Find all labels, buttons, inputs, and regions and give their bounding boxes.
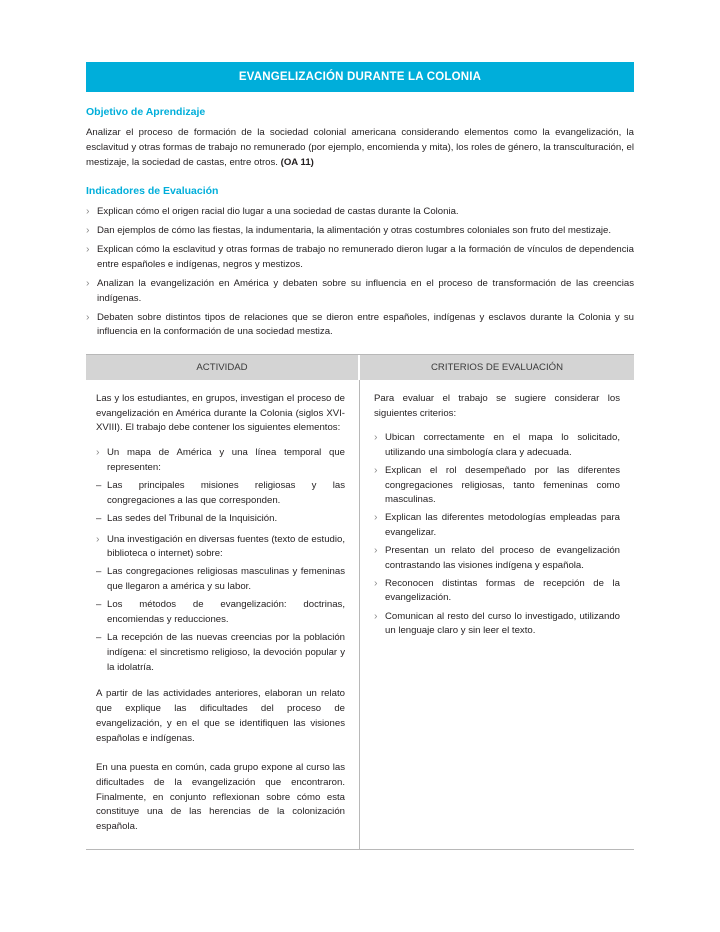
list-item: › Reconocen distintas formas de recepción de la evangelización. (374, 577, 620, 606)
criteria-cell (360, 380, 634, 849)
list-item: › Ubican correctamente en el mapa lo solicitado, utilizando una simbología clara y adecuada. (374, 431, 620, 460)
activity-intro: Las y los estudiantes, en grupos, investigan el proceso de evangelización en América durante la Colonia (siglos XVI-XVIII). El trabajo debe contener los siguientes elementos: (96, 392, 345, 434)
criteria-intro: Para evaluar el trabajo se sugiere considerar los siguientes criterios: (374, 392, 620, 419)
list-item: – Las principales misiones religiosas y las congregaciones a las que corresponden. (96, 479, 345, 509)
page-title-bar (86, 62, 634, 92)
list-item: › Explican el rol desempeñado por las diferentes congregaciones religiosas, tanto femeninas como masculinas. (374, 464, 620, 507)
list-item: › Una investigación en diversas fuentes (texto de estudio, biblioteca o internet) sobre: (96, 533, 345, 562)
table-header-activity: ACTIVIDAD (86, 355, 360, 380)
indicators-list (86, 205, 634, 340)
list-item: – Las sedes del Tribunal de la Inquisición. (96, 512, 345, 527)
activity-cell (86, 380, 360, 849)
page-title: EVANGELIZACIÓN DURANTE LA COLONIA (238, 71, 482, 83)
list-item: › Debaten sobre distintos tipos de relaciones que se dieron entre españoles, indígenas y esclavos durante la Colonia y su influencia en la conformación de una sociedad mestiza. (86, 311, 634, 340)
table-header-row (86, 355, 634, 380)
activity-bullet-2-subitems (96, 565, 345, 675)
list-item: › Comunican al resto del curso lo investigado, utilizando un lenguaje claro y sin leer el texto. (374, 610, 620, 639)
list-item: › Analizan la evangelización en América y debaten sobre su influencia en el proceso de transformación de las creencias indígenas. (86, 277, 634, 306)
activity-bullet-2-group (96, 533, 345, 562)
list-item: › Explican las diferentes metodologías empleadas para evangelizar. (374, 511, 620, 540)
activity-closing-2: En una puesta en común, cada grupo expone al curso las dificultades de la evangelización que encontraron. Finalmente, en conjunto reflexionan sobre cómo esta constituye una de las herencias de la colonización española. (96, 761, 345, 833)
objective-heading: Objetivo de Aprendizaje (86, 106, 206, 118)
list-item: – Las congregaciones religiosas masculinas y femeninas que llegaron a américa y su labor. (96, 565, 345, 595)
list-item: – La recepción de las nuevas creencias por la población indígena: el sincretismo religioso, la devoción popular y la idolatría. (96, 631, 345, 676)
list-item: – Los métodos de evangelización: doctrinas, encomiendas y reducciones. (96, 598, 345, 628)
objective-code: (OA 11) (280, 156, 314, 168)
table-header-criteria: CRITERIOS DE EVALUACIÓN (430, 361, 564, 373)
list-item: › Presentan un relato del proceso de evangelización contrastando las visiones indígena y española. (374, 544, 620, 573)
objective-body: Analizar el proceso de formación de la sociedad colonial americana considerando elementos como la evangelización, la esclavitud y otras formas de trabajo no remunerado (por ejemplo, encomienda y mita), los roles de género, la transculturación, el mestizaje, la sociedad de castas, entre otros. (86, 127, 634, 168)
criteria-list (374, 431, 620, 638)
activity-table (86, 354, 634, 850)
list-item: › Explican cómo la esclavitud y otras formas de trabajo no remunerado dieron lugar a la formación de vínculos de dependencia entre españoles e indígenas, negros y mestizos. (86, 243, 634, 272)
list-item: › Dan ejemplos de cómo las fiestas, la indumentaria, la alimentación y otras costumbres coloniales son fruto del mestizaje. (86, 224, 634, 238)
activity-bullet-1-group (96, 446, 345, 475)
table-row (86, 380, 634, 850)
list-item: › Explican cómo el origen racial dio lugar a una sociedad de castas durante la Colonia. (86, 205, 634, 219)
activity-bullet-1-subitems (96, 479, 345, 527)
list-item: › Un mapa de América y una línea temporal que representen: (96, 446, 345, 475)
activity-closing-1: A partir de las actividades anteriores, elaboran un relato que explique las dificultades del proceso de evangelización, y en el que se identifiquen las visiones españolas e indígenas. (96, 688, 345, 745)
indicators-heading: Indicadores de Evaluación (86, 184, 219, 197)
objective-text (86, 126, 634, 171)
